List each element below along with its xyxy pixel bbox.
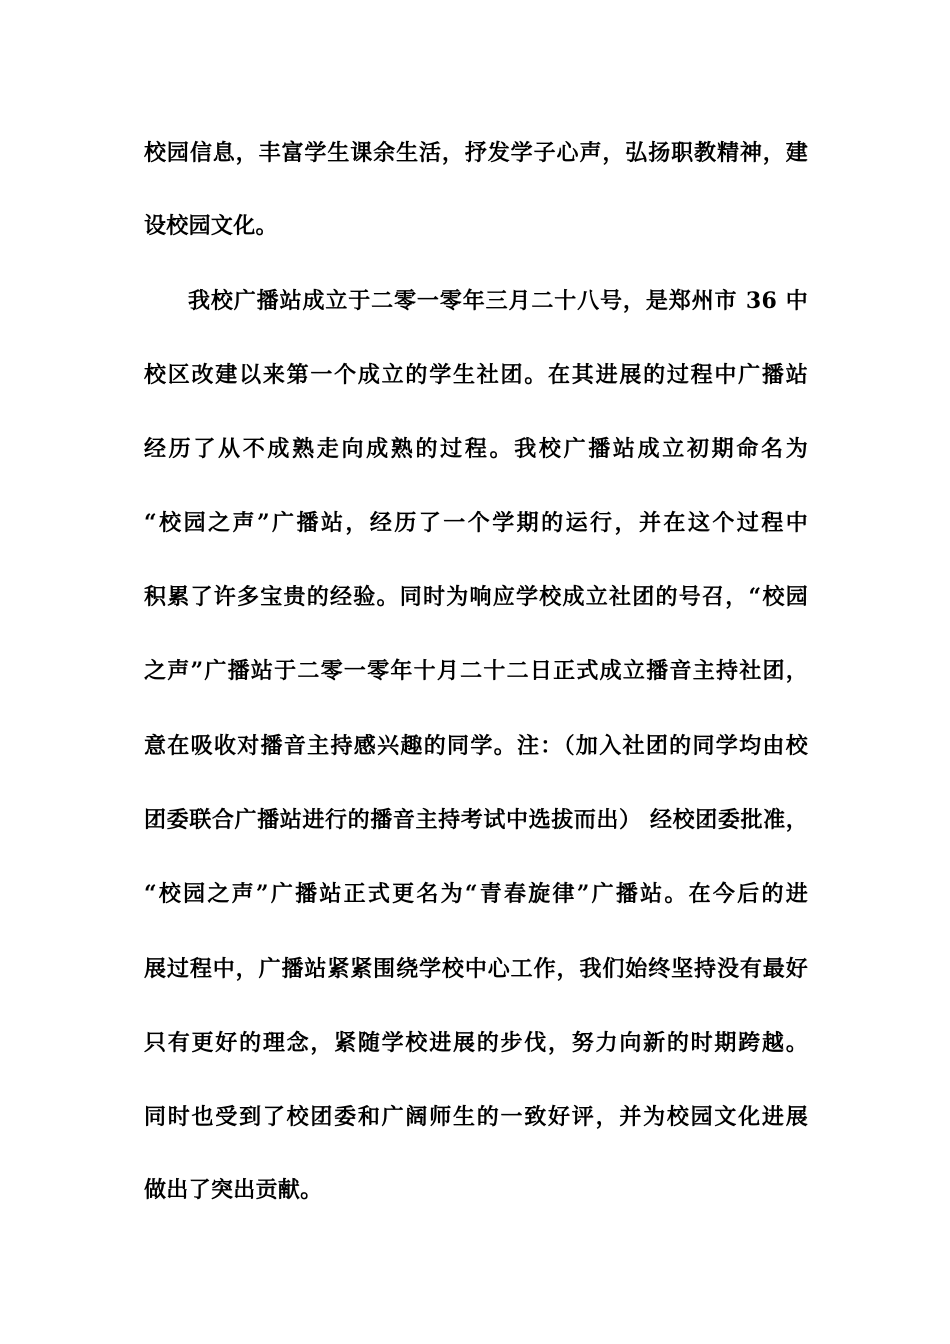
text-line-5: 经历了从不成熟走向成熟的过程。我校广播站成立初期命名为 [144,436,808,462]
text-line-7: 积累了许多宝贵的经验。同时为响应学校成立社团的号召，“校园 [144,584,808,610]
text-line-3: 我校广播站成立于二零一零年三月二十八号，是郑州市 36 中 [188,288,808,314]
text-line-2: 设校园文化。 [144,213,278,239]
text-line-8: 之声”广播站于二零一零年十月二十二日正式成立播音主持社团， [144,658,808,684]
text-line-6: “校园之声”广播站，经历了一个学期的运行，并在这个过程中 [144,510,808,536]
text-line-13: 只有更好的理念，紧随学校进展的步伐，努力向新的时期跨越。 [144,1030,808,1056]
text-line-10: 团委联合广播站进行的播音主持考试中选拔而出） 经校团委批准， [144,807,808,833]
text-line-4: 校区改建以来第一个成立的学生社团。在其进展的过程中广播站 [144,362,808,388]
text-line-14: 同时也受到了校团委和广阔师生的一致好评，并为校园文化进展 [144,1104,808,1130]
text-line-1: 校园信息，丰富学生课余生活，抒发学子心声，弘扬职教精神，建 [144,140,808,166]
text-line-15: 做出了突出贡献。 [144,1177,323,1203]
text-line-9: 意在吸收对播音主持感兴趣的同学。注：（加入社团的同学均由校 [144,733,808,759]
text-line-11: “校园之声”广播站正式更名为“青春旋律”广播站。在今后的进 [144,881,808,907]
text-line-12: 展过程中，广播站紧紧围绕学校中心工作，我们始终坚持没有最好 [144,956,808,982]
